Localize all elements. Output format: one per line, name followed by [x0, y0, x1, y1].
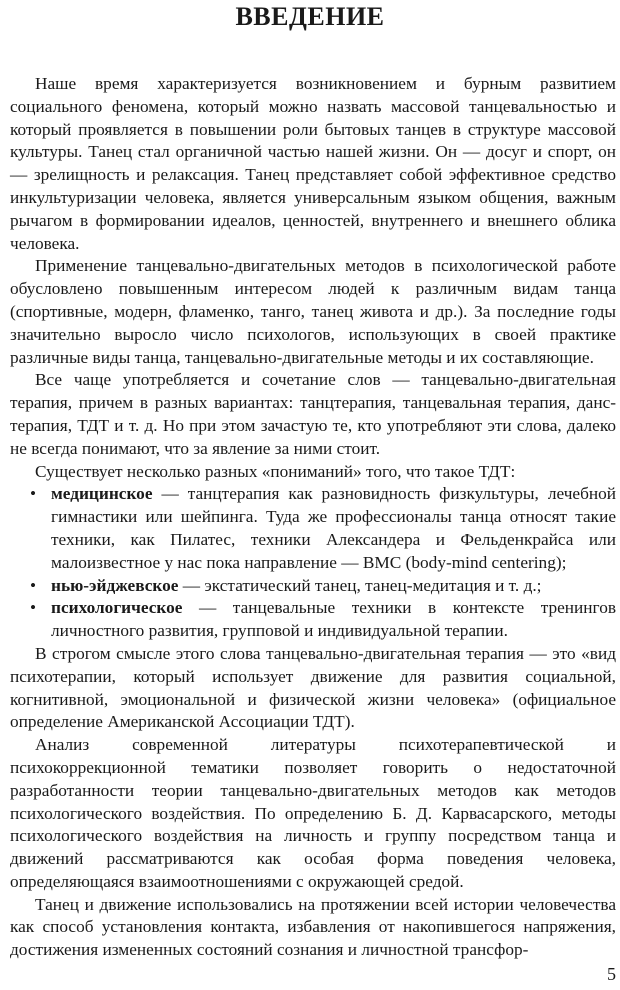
paragraph-6: Анализ современной литературы психотерапевтической и психокоррекционной тематики позволяет говорить о недостаточной разработанности теории танцевально-двигательных методов как методов психологического воздействия. По определению Б. Д. Карвасарского, методы психологического воздействия на личность и группу посредством танца и движений рассматриваются как особая форма поведения человека, определяющаяся взаимоотношениями с окружающей средой. — [10, 735, 616, 891]
list-text: — танцтерапия как разновидность физкультуры, лечебной гимнастики или шейпинга. Туда же профессионалы танца относят такие техники, как Пилатес, техники Александера и Фельденкрайса или малоизвестное у нас пока направление — BMC (body-mind centering); — [51, 484, 616, 572]
list-term: медицинское — [51, 484, 153, 504]
bullet-marker: • — [30, 575, 37, 595]
tdt-understandings-list — [10, 483, 616, 643]
list-item-medical — [10, 483, 616, 574]
list-term: психологическое — [51, 598, 183, 618]
paragraph-4: Существует несколько разных «пониманий» того, что такое ТДТ: — [35, 461, 516, 481]
list-item-new-age — [10, 575, 616, 598]
paragraph-2: Применение танцевально-двигательных методов в психологической работе обусловлено повышенным интересом людей к различным видам танца (спортивные, модерн, фламенко, танго, танец живота и др.). За последние годы значительно выросло число психологов, использующих в своей практике различные виды танца, танцевально-двигательные методы и их составляющие. — [10, 256, 616, 367]
paragraph-7: Танец и движение использовались на протяжении всей истории человечества как способ установления контакта, избавления от накопившегося напряжения, достижения измененных состояний сознания и личностной трансфор- — [10, 894, 616, 960]
paragraph-5: В строгом смысле этого слова танцевально-двигательная терапия — это «вид психотерапии, который использует движение для развития социальной, когнитивной, эмоциональной и физической жизни человека» (официальное определение Американской Ассоциации ТДТ). — [10, 643, 616, 732]
paragraph-1: Наше время характеризуется возникновением и бурным развитием социального феномена, который можно назвать массовой танцевальностью и который проявляется в повышении роли бытовых танцев в структуре массовой культуры. Танец стал органичной частью нашей жизни. Он — досуг и спорт, он — зрелищность и релаксация. Танец представляет собой эффективное средство инкультуризации человека, является универсальным языком общения, важным рычагом в формировании идеалов, ценностей, внутреннего и внешнего облика человека. — [10, 74, 616, 253]
list-item-psychological — [10, 597, 616, 643]
bullet-marker: • — [30, 598, 37, 618]
bullet-marker: • — [30, 484, 37, 504]
page-body — [10, 73, 616, 962]
list-text: — экстатический танец, танец-медитация и т. д.; — [178, 575, 542, 595]
chapter-title: ВВЕДЕНИЕ — [235, 2, 385, 31]
paragraph-3: Все чаще употребляется и сочетание слов — танцевально-двигательная терапия, причем в разных вариантах: танцтерапия, танцевальная терапия, данс-терапия, ТДТ и т. д. Но при этом зачастую те, кто употребляют эти слова, далеко не всегда понимают, что за явление за ними стоит. — [10, 370, 616, 458]
page-number: 5 — [607, 964, 616, 984]
list-text: — танцевальные техники в контексте тренингов личностного развития, групповой и индивидуальной терапии. — [51, 598, 616, 641]
list-term: нью-эйджевское — [51, 575, 179, 595]
